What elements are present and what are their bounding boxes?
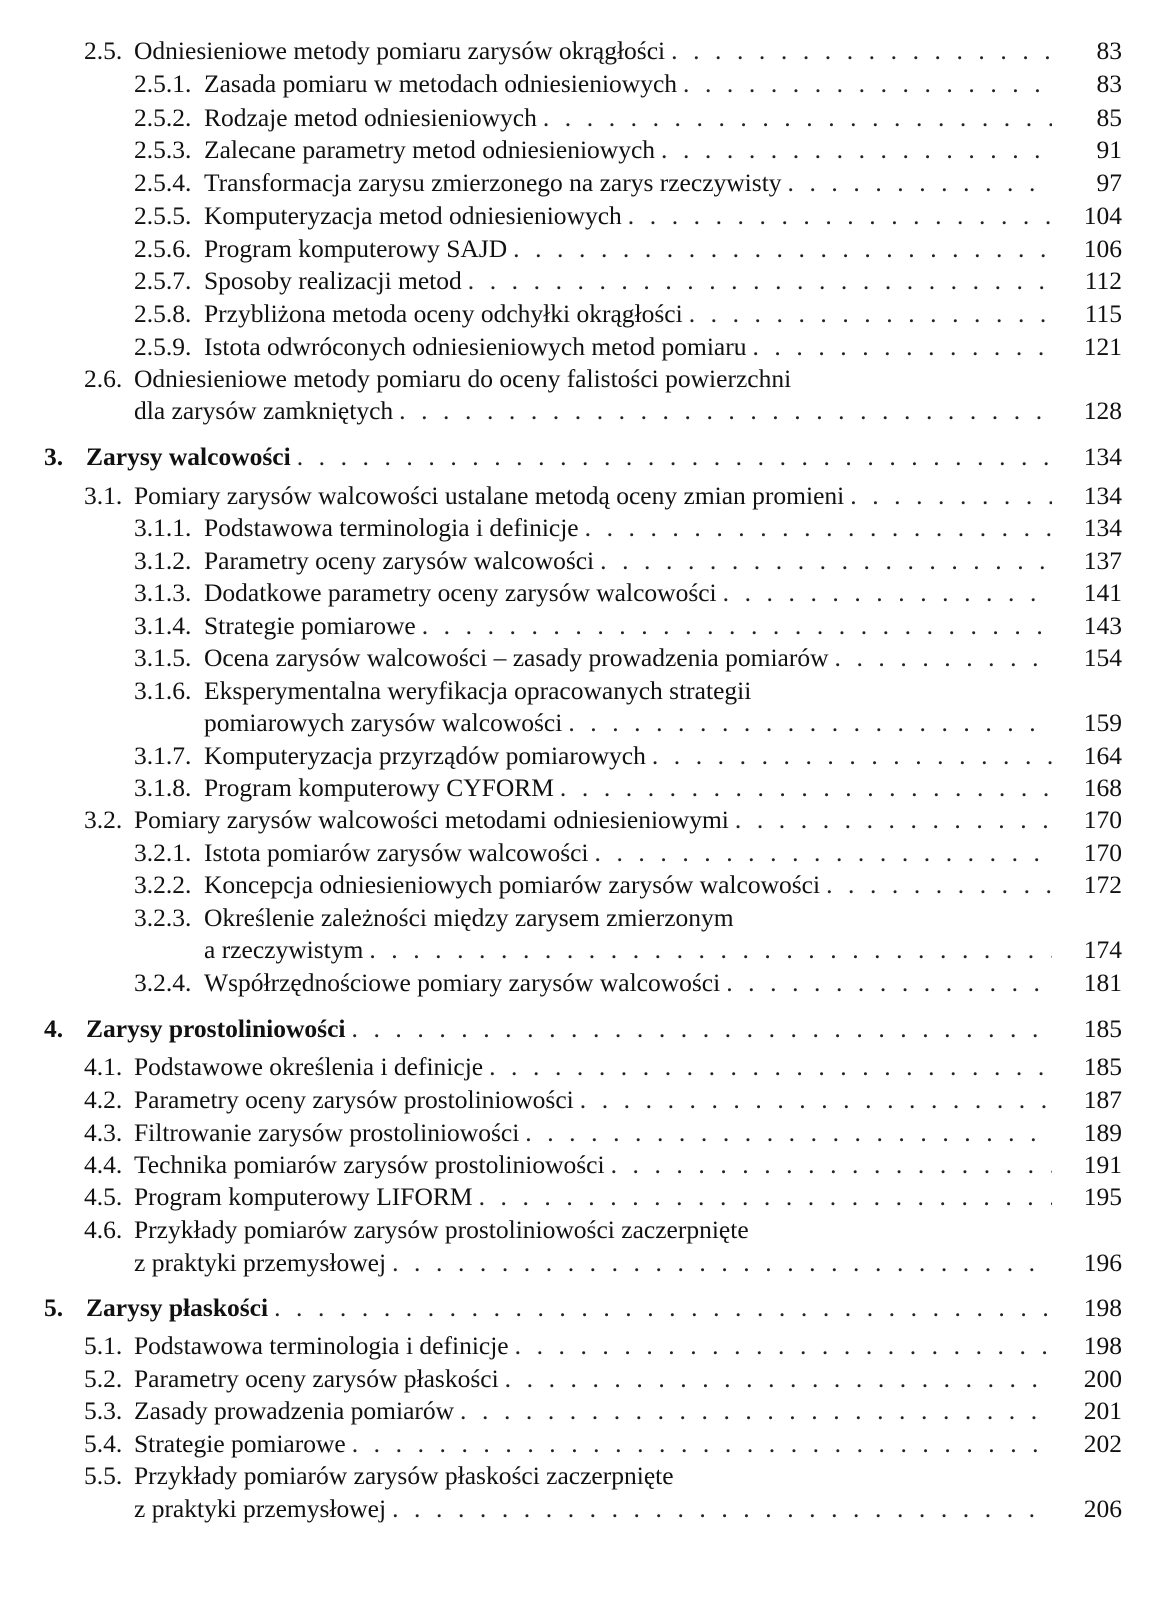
toc-entry-body xyxy=(134,1083,1058,1117)
dot-leader xyxy=(726,966,1052,1000)
dot-leader xyxy=(399,394,1052,428)
dot-leader xyxy=(735,803,1052,837)
toc-entry-body xyxy=(134,1213,1058,1247)
dot-leader xyxy=(543,101,1052,135)
toc-entry-title: Podstawowa terminologia i definicje xyxy=(204,513,579,542)
dot-leader xyxy=(611,1148,1052,1182)
toc-entry-body xyxy=(134,1459,1058,1493)
toc-entry-title: Istota odwróconych odniesieniowych metod pomiaru xyxy=(204,332,747,361)
toc-entry-title: Strategie pomiarowe xyxy=(204,611,416,640)
toc-entry xyxy=(0,1394,1152,1428)
dot-leader xyxy=(652,739,1052,773)
toc-entry-title: Odniesieniowe metody pomiaru zarysów okrągłości xyxy=(134,36,666,65)
toc-entry-number: 5.3. xyxy=(84,1396,123,1425)
toc-entry xyxy=(0,966,1152,1000)
toc-entry-page-number: 181 xyxy=(1083,968,1122,997)
toc-entry-number: 2.5.8. xyxy=(134,299,192,328)
toc-entry xyxy=(0,479,1152,513)
toc-entry-page-number: 97 xyxy=(1096,168,1122,197)
toc-entry-page-number: 134 xyxy=(1083,513,1122,542)
toc-entry-page-number: 164 xyxy=(1083,741,1122,770)
toc-entry-page-number: 115 xyxy=(1084,299,1122,328)
toc-entry xyxy=(0,1148,1152,1182)
toc-entry-title: Rodzaje metod odniesieniowych xyxy=(204,103,537,132)
toc-entry-page-number: 143 xyxy=(1083,611,1122,640)
toc-entry xyxy=(0,232,1152,266)
toc-entry xyxy=(0,440,1152,474)
toc-entry-number: 4. xyxy=(44,1014,64,1043)
toc-entry-body xyxy=(134,1427,1058,1461)
toc-entry-title: Eksperymentalna weryfikacja opracowanych strategii xyxy=(204,676,752,705)
toc-entry-number: 3.1.7. xyxy=(134,741,192,770)
toc-entry-page-number: 187 xyxy=(1083,1085,1122,1114)
toc-entry-body xyxy=(204,67,1058,101)
toc-entry-title: Strategie pomiarowe xyxy=(134,1429,346,1458)
dot-leader xyxy=(826,868,1052,902)
toc-entry-body xyxy=(204,609,1058,643)
toc-entry-title: Zalecane parametry metod odniesieniowych xyxy=(204,135,656,164)
toc-entry-body xyxy=(204,836,1058,870)
toc-entry xyxy=(0,1050,1152,1084)
toc-entry-body xyxy=(204,330,1058,364)
toc-entry-title: Zasada pomiaru w metodach odniesieniowych xyxy=(204,69,678,98)
dot-leader xyxy=(661,133,1052,167)
toc-entry xyxy=(0,101,1152,135)
dot-leader xyxy=(392,1246,1052,1280)
toc-entry xyxy=(0,803,1152,837)
toc-entry-page-number: 191 xyxy=(1083,1150,1122,1179)
toc-entry-title: Komputeryzacja przyrządów pomiarowych xyxy=(204,741,646,770)
toc-entry-body xyxy=(134,1329,1058,1363)
toc-entry-number: 4.4. xyxy=(84,1150,123,1179)
toc-entry-title: pomiarowych zarysów walcowości xyxy=(204,708,563,737)
toc-entry xyxy=(0,901,1152,935)
toc-entry-title: Zarysy walcowości xyxy=(86,442,291,471)
toc-entry-number: 2.5.4. xyxy=(134,168,192,197)
toc-entry-title: z praktyki przemysłowej xyxy=(134,1248,387,1277)
toc-entry-body xyxy=(204,868,1058,902)
dot-leader xyxy=(568,706,1052,740)
toc-entry-body xyxy=(204,544,1058,578)
toc-entry-title: Podstawowe określenia i definicje xyxy=(134,1052,484,1081)
toc-entry-body xyxy=(204,901,1058,935)
toc-entry-page-number: 201 xyxy=(1083,1396,1122,1425)
toc-entry-page-number: 168 xyxy=(1083,773,1122,802)
toc-entry-body xyxy=(134,1394,1058,1428)
toc-entry-number: 3.1.8. xyxy=(134,773,192,802)
toc-entry-number: 2.5.9. xyxy=(134,332,192,361)
toc-entry-body xyxy=(204,966,1058,1000)
toc-entry-body xyxy=(134,1050,1058,1084)
toc-entry xyxy=(0,1246,1152,1280)
dot-leader xyxy=(513,232,1052,266)
toc-entry-number: 4.1. xyxy=(84,1052,123,1081)
dot-leader xyxy=(850,479,1052,513)
toc-entry-title: Przybliżona metoda oceny odchyłki okrągłości xyxy=(204,299,683,328)
dot-leader xyxy=(671,34,1052,68)
toc-entry xyxy=(0,544,1152,578)
toc-entry-page-number: 106 xyxy=(1083,234,1122,263)
toc-entry-page-number: 134 xyxy=(1083,442,1122,471)
toc-entry-body xyxy=(134,1246,1058,1280)
toc-entry-body xyxy=(204,706,1058,740)
dot-leader xyxy=(297,440,1052,474)
toc-entry-title: z praktyki przemysłowej xyxy=(134,1494,387,1523)
toc-entry-body xyxy=(204,933,1058,967)
toc-entry-body xyxy=(134,803,1058,837)
dot-leader xyxy=(352,1012,1052,1046)
dot-leader xyxy=(689,297,1052,331)
toc-entry xyxy=(0,362,1152,396)
toc-entry-body xyxy=(86,1291,1058,1325)
dot-leader xyxy=(560,771,1052,805)
toc-entry-number: 2.5. xyxy=(84,36,123,65)
dot-leader xyxy=(752,330,1052,364)
dot-leader xyxy=(835,641,1052,675)
toc-entry xyxy=(0,264,1152,298)
toc-entry-body xyxy=(204,232,1058,266)
dot-leader xyxy=(683,67,1052,101)
toc-entry-page-number: 185 xyxy=(1083,1014,1122,1043)
toc-entry-page-number: 121 xyxy=(1083,332,1122,361)
toc-entry xyxy=(0,933,1152,967)
toc-entry-page-number: 83 xyxy=(1096,36,1122,65)
toc-entry-body xyxy=(204,771,1058,805)
toc-entry xyxy=(0,394,1152,428)
toc-entry-title: Określenie zależności między zarysem zmierzonym xyxy=(204,903,734,932)
toc-entry-title: Koncepcja odniesieniowych pomiarów zarysów walcowości xyxy=(204,870,821,899)
toc-entry-title: Zasady prowadzenia pomiarów xyxy=(134,1396,455,1425)
toc-entry-page-number: 91 xyxy=(1096,135,1122,164)
toc-entry-page-number: 174 xyxy=(1083,935,1122,964)
toc-entry-title: Program komputerowy LIFORM xyxy=(134,1182,473,1211)
toc-entry xyxy=(0,34,1152,68)
toc-entry-body xyxy=(204,739,1058,773)
toc-entry-body xyxy=(134,1116,1058,1150)
dot-leader xyxy=(515,1329,1052,1363)
toc-entry-title: Zarysy prostoliniowości xyxy=(86,1014,346,1043)
dot-leader xyxy=(460,1394,1052,1428)
toc-entry-number: 3.1.5. xyxy=(134,643,192,672)
toc-entry-title: Sposoby realizacji metod xyxy=(204,266,462,295)
toc-entry-title: Parametry oceny zarysów prostoliniowości xyxy=(134,1085,574,1114)
toc-entry xyxy=(0,1459,1152,1493)
toc-entry-title: Pomiary zarysów walcowości ustalane metodą oceny zmian promieni xyxy=(134,481,845,510)
toc-entry-number: 5.1. xyxy=(84,1331,123,1360)
dot-leader xyxy=(788,166,1052,200)
toc-entry xyxy=(0,739,1152,773)
dot-leader xyxy=(422,609,1052,643)
toc-entry-number: 2.5.6. xyxy=(134,234,192,263)
toc-entry-body xyxy=(204,101,1058,135)
toc-entry-number: 3.1. xyxy=(84,481,123,510)
toc-entry xyxy=(0,1213,1152,1247)
toc-entry-number: 4.6. xyxy=(84,1215,123,1244)
toc-entry xyxy=(0,576,1152,610)
toc-entry-body xyxy=(134,1492,1058,1526)
toc-entry-number: 5. xyxy=(44,1293,64,1322)
toc-entry-body xyxy=(134,394,1058,428)
toc-entry-page-number: 159 xyxy=(1083,708,1122,737)
toc-entry-page-number: 154 xyxy=(1083,643,1122,672)
toc-entry-page-number: 198 xyxy=(1083,1293,1122,1322)
toc-entry-title: dla zarysów zamkniętych xyxy=(134,396,394,425)
toc-entry xyxy=(0,674,1152,708)
toc-entry-number: 3.1.6. xyxy=(134,676,192,705)
toc-entry-body xyxy=(204,133,1058,167)
toc-entry-page-number: 189 xyxy=(1083,1118,1122,1147)
toc-entry-page-number: 185 xyxy=(1083,1052,1122,1081)
toc-entry xyxy=(0,1329,1152,1363)
toc-entry-number: 2.6. xyxy=(84,364,123,393)
dot-leader xyxy=(600,544,1052,578)
toc-entry-number: 4.5. xyxy=(84,1182,123,1211)
toc-entry-body xyxy=(86,1012,1058,1046)
toc-entry-page-number: 198 xyxy=(1083,1331,1122,1360)
toc-entry xyxy=(0,330,1152,364)
toc-entry xyxy=(0,1362,1152,1396)
toc-entry-body xyxy=(204,199,1058,233)
toc-entry xyxy=(0,771,1152,805)
toc-entry-number: 3.2.3. xyxy=(134,903,192,932)
toc-entry-number: 5.2. xyxy=(84,1364,123,1393)
toc-entry-number: 3.1.3. xyxy=(134,578,192,607)
toc-entry-body xyxy=(134,479,1058,513)
toc-entry-number: 5.5. xyxy=(84,1461,123,1490)
toc-entry-page-number: 206 xyxy=(1083,1494,1122,1523)
dot-leader xyxy=(479,1180,1052,1214)
toc-entry-body xyxy=(134,1362,1058,1396)
toc-entry-title: Dodatkowe parametry oceny zarysów walcowości xyxy=(204,578,717,607)
toc-entry-body xyxy=(204,297,1058,331)
toc-entry-title: Filtrowanie zarysów prostoliniowości xyxy=(134,1118,520,1147)
toc-entry xyxy=(0,706,1152,740)
toc-entry xyxy=(0,511,1152,545)
toc-entry-page-number: 200 xyxy=(1083,1364,1122,1393)
toc-entry-body xyxy=(134,362,1058,396)
toc-entry-title: Program komputerowy SAJD xyxy=(204,234,508,263)
toc-entry-number: 3.2.1. xyxy=(134,838,192,867)
toc-entry xyxy=(0,609,1152,643)
toc-entry-number: 3.1.2. xyxy=(134,546,192,575)
toc-entry-body xyxy=(134,34,1058,68)
dot-leader xyxy=(352,1427,1052,1461)
dot-leader xyxy=(505,1362,1052,1396)
dot-leader xyxy=(274,1291,1052,1325)
toc-entry-page-number: 170 xyxy=(1083,805,1122,834)
toc-entry-title: Zarysy płaskości xyxy=(86,1293,269,1322)
toc-entry-page-number: 137 xyxy=(1083,546,1122,575)
dot-leader xyxy=(628,199,1052,233)
toc-entry-page-number: 104 xyxy=(1083,201,1122,230)
toc-entry-body xyxy=(86,440,1058,474)
toc-entry-body xyxy=(204,264,1058,298)
toc-entry-title: Przykłady pomiarów zarysów prostoliniowości zaczerpnięte xyxy=(134,1215,749,1244)
toc-entry-title: Program komputerowy CYFORM xyxy=(204,773,554,802)
toc-entry-page-number: 196 xyxy=(1083,1248,1122,1277)
toc-entry xyxy=(0,1291,1152,1325)
toc-entry-title: Parametry oceny zarysów płaskości xyxy=(134,1364,499,1393)
toc-entry-page-number: 195 xyxy=(1083,1182,1122,1211)
toc-entry-body xyxy=(204,641,1058,675)
toc-entry-page-number: 172 xyxy=(1083,870,1122,899)
toc-entry-number: 3. xyxy=(44,442,64,471)
toc-entry-page-number: 112 xyxy=(1084,266,1122,295)
toc-entry-title: Parametry oceny zarysów walcowości xyxy=(204,546,595,575)
toc-entry xyxy=(0,67,1152,101)
dot-leader xyxy=(392,1492,1052,1526)
toc-entry-body xyxy=(204,511,1058,545)
toc-entry-title: Odniesieniowe metody pomiaru do oceny falistości powierzchni xyxy=(134,364,792,393)
toc-entry-body xyxy=(134,1148,1058,1182)
toc-entry-number: 2.5.7. xyxy=(134,266,192,295)
toc-entry-title: Współrzędnościowe pomiary zarysów walcowości xyxy=(204,968,721,997)
toc-entry-title: Technika pomiarów zarysów prostoliniowości xyxy=(134,1150,605,1179)
toc-entry-number: 3.2.4. xyxy=(134,968,192,997)
toc-entry-number: 2.5.3. xyxy=(134,135,192,164)
toc-entry xyxy=(0,836,1152,870)
toc-entry-title: Pomiary zarysów walcowości metodami odniesieniowymi xyxy=(134,805,729,834)
toc-entry-body xyxy=(204,576,1058,610)
toc-entry-title: Istota pomiarów zarysów walcowości xyxy=(204,838,589,867)
toc-entry-page-number: 128 xyxy=(1083,396,1122,425)
toc-entry-body xyxy=(204,166,1058,200)
toc-entry xyxy=(0,868,1152,902)
toc-entry xyxy=(0,1492,1152,1526)
toc-entry-number: 3.1.4. xyxy=(134,611,192,640)
toc-entry xyxy=(0,133,1152,167)
toc-entry xyxy=(0,166,1152,200)
toc-entry-body xyxy=(204,674,1058,708)
toc-entry-number: 4.2. xyxy=(84,1085,123,1114)
toc-entry xyxy=(0,1083,1152,1117)
toc-entry-number: 3.2.2. xyxy=(134,870,192,899)
dot-leader xyxy=(585,511,1052,545)
toc-entry xyxy=(0,1012,1152,1046)
dot-leader xyxy=(595,836,1052,870)
toc-entry-number: 5.4. xyxy=(84,1429,123,1458)
toc-entry xyxy=(0,1116,1152,1150)
toc-entry xyxy=(0,199,1152,233)
toc-entry-body xyxy=(134,1180,1058,1214)
dot-leader xyxy=(525,1116,1052,1150)
toc-entry xyxy=(0,1180,1152,1214)
toc-entry-number: 3.1.1. xyxy=(134,513,192,542)
toc-entry-title: Transformacja zarysu zmierzonego na zarys rzeczywisty xyxy=(204,168,782,197)
toc-entry-title: a rzeczywistym xyxy=(204,935,364,964)
toc-entry-title: Podstawowa terminologia i definicje xyxy=(134,1331,509,1360)
dot-leader xyxy=(723,576,1052,610)
toc-entry-page-number: 141 xyxy=(1083,578,1122,607)
dot-leader xyxy=(369,933,1052,967)
toc-entry-number: 2.5.5. xyxy=(134,201,192,230)
dot-leader xyxy=(489,1050,1052,1084)
toc-entry-number: 3.2. xyxy=(84,805,123,834)
dot-leader xyxy=(580,1083,1052,1117)
toc-entry-number: 2.5.1. xyxy=(134,69,192,98)
toc-entry-page-number: 134 xyxy=(1083,481,1122,510)
toc-entry xyxy=(0,641,1152,675)
toc-entry xyxy=(0,297,1152,331)
toc-entry-number: 2.5.2. xyxy=(134,103,192,132)
toc-entry-title: Komputeryzacja metod odniesieniowych xyxy=(204,201,622,230)
dot-leader xyxy=(468,264,1052,298)
toc-entry xyxy=(0,1427,1152,1461)
toc-entry-number: 4.3. xyxy=(84,1118,123,1147)
toc-entry-page-number: 170 xyxy=(1083,838,1122,867)
toc-entry-page-number: 202 xyxy=(1083,1429,1122,1458)
toc-entry-page-number: 83 xyxy=(1096,69,1122,98)
toc-entry-title: Ocena zarysów walcowości – zasady prowadzenia pomiarów xyxy=(204,643,829,672)
toc-entry-title: Przykłady pomiarów zarysów płaskości zaczerpnięte xyxy=(134,1461,674,1490)
toc-entry-page-number: 85 xyxy=(1096,103,1122,132)
